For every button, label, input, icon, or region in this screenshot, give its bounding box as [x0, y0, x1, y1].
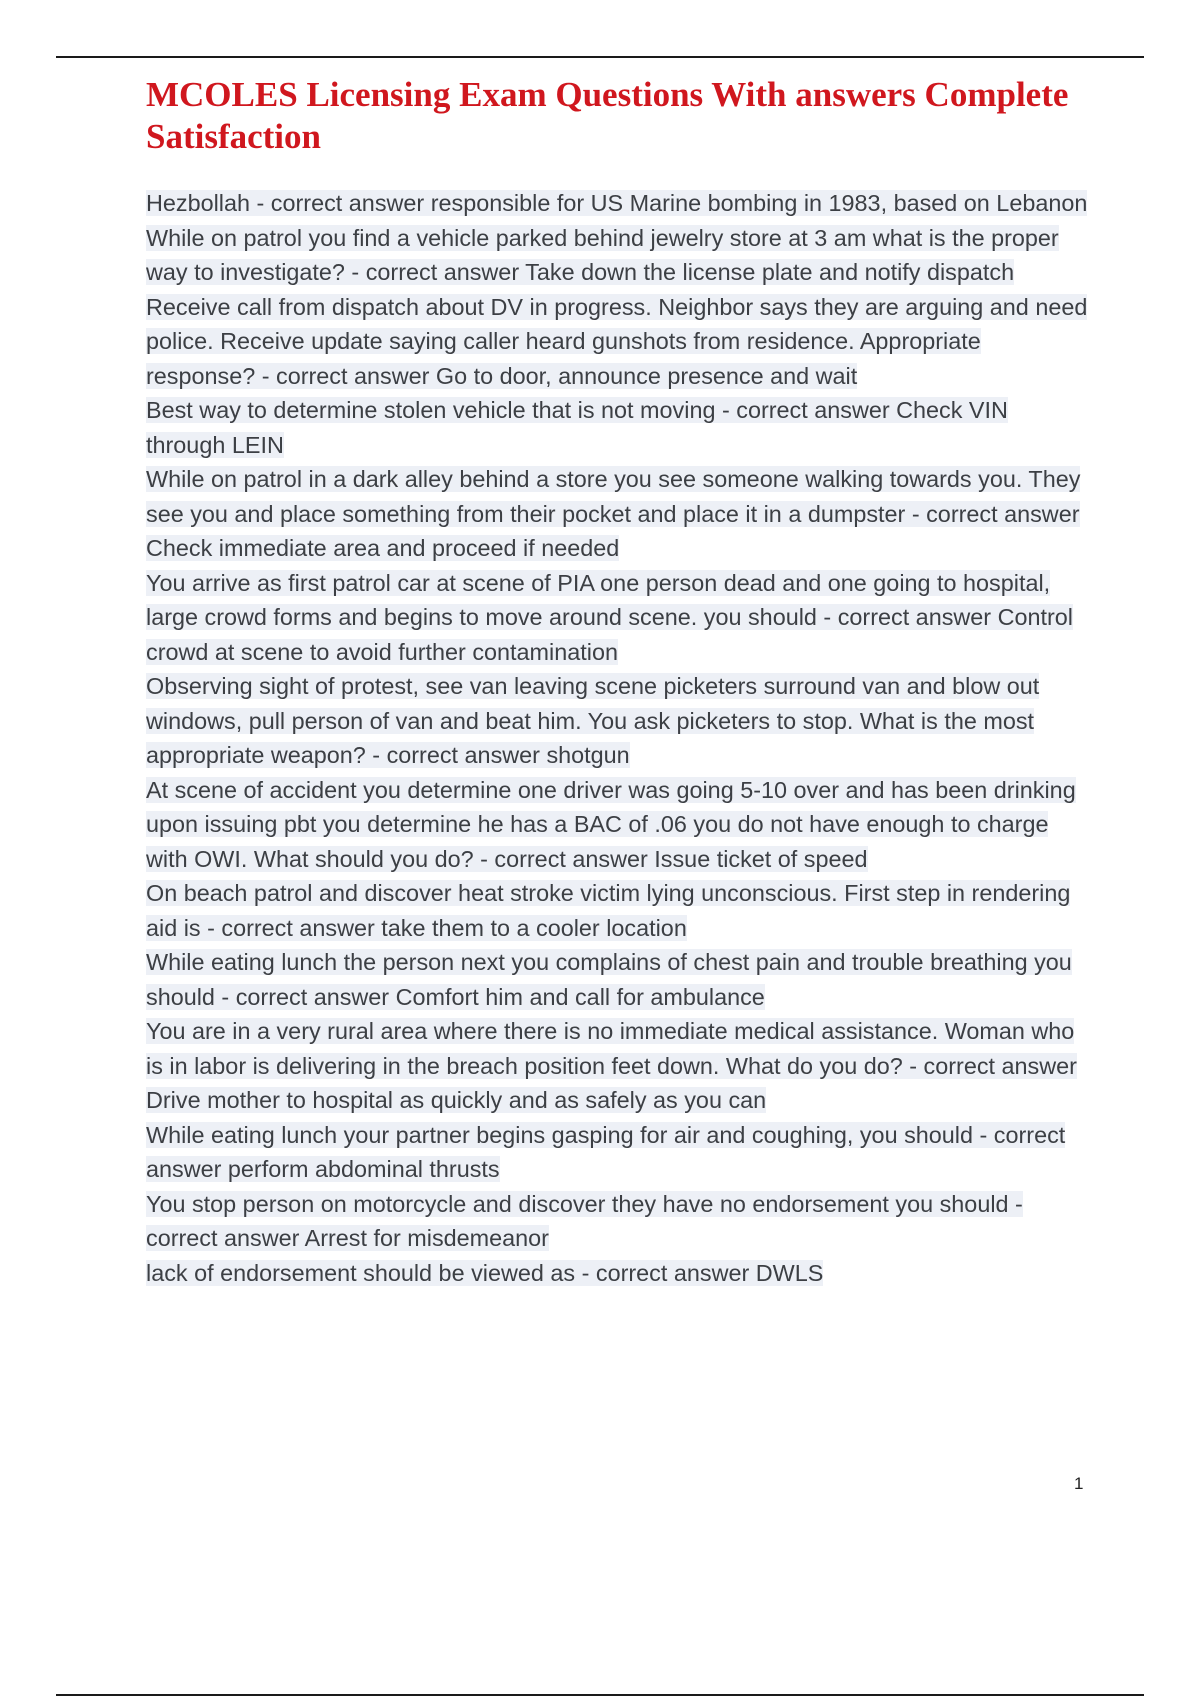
qa-item-text: While eating lunch your partner begins gasping for air and coughing, you should - correct answer perform abdominal thrusts — [146, 1121, 1066, 1182]
qa-item — [146, 221, 1091, 290]
document-title: MCOLES Licensing Exam Questions With answers Complete Satisfaction — [146, 75, 1069, 156]
qa-item — [146, 290, 1091, 394]
qa-item-text: You arrive as first patrol car at scene of PIA one person dead and one going to hospital, large crowd forms and begins to move around scene. you should - correct answer Control crowd at scene to avoid further contamination — [146, 569, 1073, 665]
top-rule — [56, 56, 1144, 58]
qa-item-text: lack of endorsement should be viewed as - correct answer DWLS — [146, 1259, 824, 1286]
qa-item-text: While on patrol you find a vehicle parked behind jewelry store at 3 am what is the proper way to investigate? - correct answer Take down the license plate and notify dispatch — [146, 224, 1059, 285]
qa-item — [146, 669, 1091, 773]
qa-item — [146, 393, 1091, 462]
qa-item — [146, 773, 1091, 877]
bottom-rule — [56, 1694, 1144, 1696]
qa-item — [146, 1256, 1091, 1291]
qa-item — [146, 566, 1091, 670]
qa-item-text: Receive call from dispatch about DV in progress. Neighbor says they are arguing and need police. Receive update saying caller heard gunshots from residence. Appropriate response? - correct answer Go to door, announce presence and wait — [146, 293, 1088, 389]
qa-item — [146, 186, 1091, 221]
qa-item-text: While on patrol in a dark alley behind a store you see someone walking towards you. They see you and place something from their pocket and place it in a dumpster - correct answer Check immediate area and proceed if needed — [146, 466, 1081, 561]
qa-item-text: Hezbollah - correct answer responsible for US Marine bombing in 1983, based on Lebanon — [146, 190, 1088, 216]
qa-item-text: On beach patrol and discover heat stroke victim lying unconscious. First step in rendering aid is - correct answer take them to a cooler location — [146, 880, 1071, 941]
qa-list — [146, 186, 1091, 1290]
qa-item-text: Best way to determine stolen vehicle that is not moving - correct answer Check VIN through LEIN — [146, 397, 1008, 458]
qa-item — [146, 876, 1091, 945]
qa-item-text: At scene of accident you determine one driver was going 5-10 over and has been drinking upon issuing pbt you determine he has a BAC of .06 you do not have enough to charge with OWI. What should you do? - correct answer Issue ticket of speed — [146, 776, 1076, 872]
qa-item — [146, 945, 1091, 1014]
qa-item — [146, 1187, 1091, 1256]
qa-item-text: While eating lunch the person next you complains of chest pain and trouble breathing you should - correct answer Comfort him and call for ambulance — [146, 949, 1072, 1010]
qa-item-text: You are in a very rural area where there is no immediate medical assistance. Woman who is in labor is delivering in the breach position feet down. What do you do? - correct answer Drive mother to hospital as quickly and as safely as you can — [146, 1018, 1077, 1113]
page-number: 1 — [1074, 1474, 1084, 1493]
qa-item — [146, 1014, 1091, 1118]
qa-item-text: You stop person on motorcycle and discover they have no endorsement you should - correct answer Arrest for misdemeanor — [146, 1190, 1023, 1251]
qa-item — [146, 1118, 1091, 1187]
qa-item — [146, 462, 1091, 566]
qa-item-text: Observing sight of protest, see van leaving scene picketers surround van and blow out windows, pull person of van and beat him. You ask picketers to stop. What is the most appropriate weapon? - correct answer shotgun — [146, 673, 1040, 768]
